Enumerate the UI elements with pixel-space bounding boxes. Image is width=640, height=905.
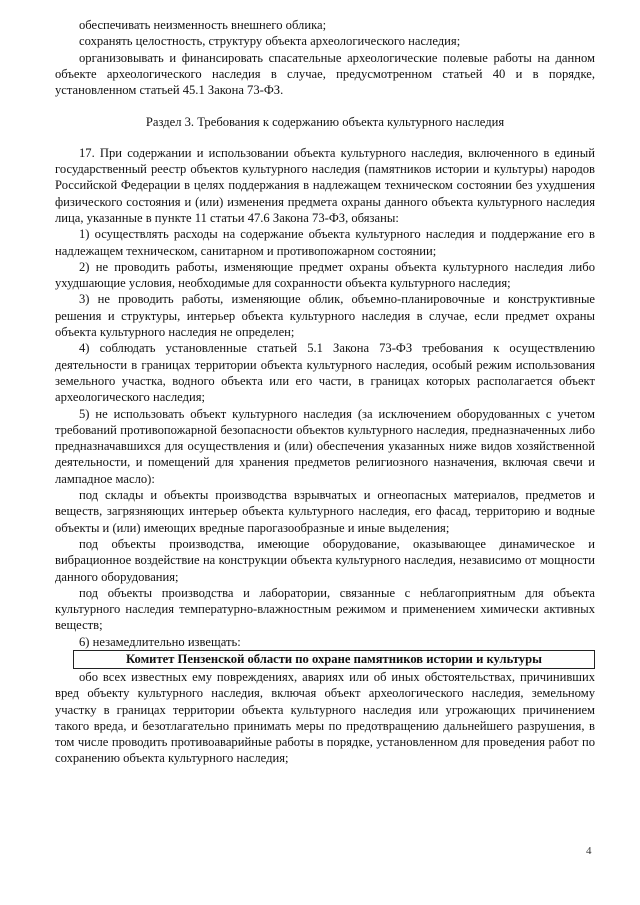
- paragraph: под объекты производства и лаборатории, связанные с неблагоприятным для объекта культурного наследия температурно-влажностным режимом и применением химически активных веществ;: [55, 585, 595, 633]
- paragraph: организовывать и финансировать спасательные археологические полевые работы на данном объекте археологического наследия в случае, предусмотренном статьей 40 и в порядке, установленном статьей 45.1 Закона 73-ФЗ.: [55, 50, 595, 98]
- paragraph: под объекты производства, имеющие оборудование, оказывающее динамическое и вибрационное воздействие на конструкции объекта культурного наследия, независимо от мощности данного оборудования;: [55, 536, 595, 584]
- paragraph: обеспечивать неизменность внешнего облика;: [79, 18, 327, 32]
- page-number: 4: [586, 845, 592, 857]
- paragraph: сохранять целостность, структуру объекта археологического наследия;: [79, 34, 461, 49]
- paragraph: 3) не проводить работы, изменяющие облик, объемно-планировочные и конструктивные решения и структуры, интерьер объекта культурного наследия в случае, если предмет охраны объекта культурного наследия не определен;: [55, 292, 595, 340]
- paragraph: 1) осуществлять расходы на содержание объекта культурного наследия и поддержание его в надлежащем техническом, санитарном и противопожарном состоянии;: [55, 227, 595, 258]
- authority-box: Комитет Пензенской области по охране памятников истории и культуры: [73, 650, 595, 669]
- document-body: [55, 17, 595, 767]
- paragraph: 5) не использовать объект культурного наследия (за исключением оборудованных с учетом требований противопожарной безопасности объектов культурного наследия, предназначенных либо предназначавшихся для осуществления и (или) обеспечения указанных ниже видов хозяйственной деятельности, и помещений для хранения предметов религиозного назначения, включая свечи и лампадное масло):: [55, 406, 595, 486]
- paragraph: 2) не проводить работы, изменяющие предмет охраны объекта культурного наследия либо ухудшающие условия, необходимые для сохранности объекта культурного наследия;: [55, 259, 595, 291]
- paragraph: 17. При содержании и использовании объекта культурного наследия, включенного в единый государственный реестр объектов культурного наследия (памятников истории и культуры) народов Российской Федерации в целях поддержания в надлежащем техническом состоянии без ухудшения физического состояния и (или) изменения предмета охраны данного объекта культурного наследия лица, указанные в пункте 11 статьи 47.6 Закона 73-ФЗ, обязаны:: [55, 145, 595, 225]
- paragraph: 6) незамедлительно извещать:: [79, 634, 241, 649]
- paragraph: 4) соблюдать установленные статьей 5.1 Закона 73-ФЗ требования к осуществлению деятельности в границах территории объекта культурного наследия, особый режим использования земельного участка, водного объекта или его части, в границах которых располагается объект археологического наследия;: [55, 341, 595, 405]
- paragraph: под склады и объекты производства взрывчатых и огнеопасных материалов, предметов и веществ, загрязняющих интерьер объекта культурного наследия, его фасад, территорию и водные объекты и (или) имеющих вредные парогазообразные и иные выделения;: [55, 488, 595, 535]
- paragraph: обо всех известных ему повреждениях, авариях или об иных обстоятельствах, причинивших вред объекту культурного наследия, включая объект археологического наследия, земельному участку в границах территории объекта культурного наследия или угрожающих причинением такого вреда, и безотлагательно принимать меры по предотвращению дальнейшего разрушения, в том числе проводить противоаварийные работы в порядке, установленном для проведения работ по сохранению объекта культурного наследия;: [55, 669, 595, 766]
- section-title: Раздел 3. Требования к содержанию объекта культурного наследия: [145, 115, 505, 130]
